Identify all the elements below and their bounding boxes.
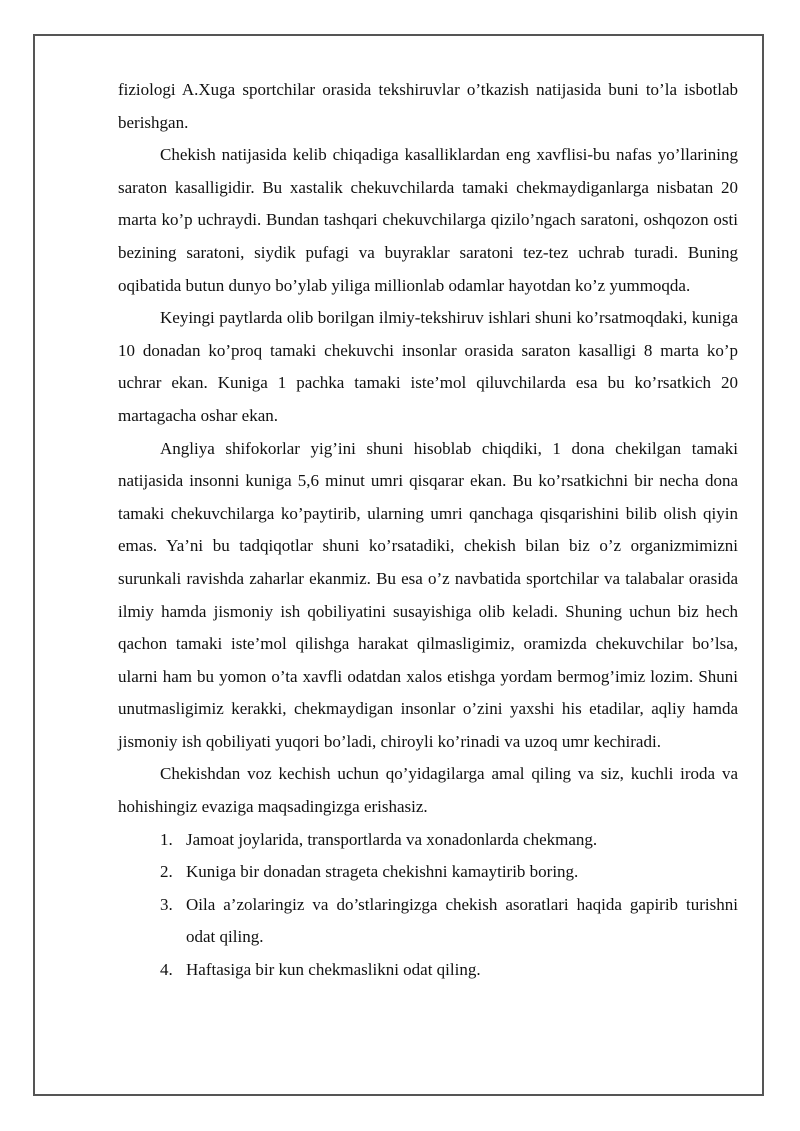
list-number: 2. bbox=[160, 862, 173, 882]
list-item bbox=[118, 856, 738, 889]
paragraph-quit-intro: Chekishdan voz kechish uchun qo’yidagilarga amal qiling va siz, kuchli iroda va hohishingiz evaziga maqsadingizga erishasiz. bbox=[118, 764, 738, 817]
list-number: 3. bbox=[160, 894, 173, 914]
advice-list bbox=[118, 824, 738, 987]
list-text: Kuniga bir donadan strageta chekishni kamaytirib boring. bbox=[186, 862, 579, 882]
list-text: Oila a’zolaringiz va do’stlaringizga chekish asoratlari haqida gapirib turishni odat qiling. bbox=[186, 894, 738, 947]
paragraph-lung-cancer: Chekish natijasida kelib chiqadiga kasalliklardan eng xavflisi-bu nafas yo’llarining saraton kasalligidir. Bu xastalik chekuvchilarda tamaki chekmaydiganlarga nisbatan 20 marta ko’p uchraydi. Bundan tashqari chekuvchilarga qizilo’ngach saratoni, oshqozon osti bezining saratoni, siydik pufagi va buyraklar saratoni tez-tez uchrab turadi. Buning oqibatida butun dunyo bo’ylab yiliga millionlab odamlar hayotdan ko’z yummoqda. bbox=[118, 145, 738, 295]
document-body bbox=[118, 74, 738, 987]
list-item bbox=[118, 824, 738, 857]
list-number: 4. bbox=[160, 960, 173, 980]
list-number: 1. bbox=[160, 829, 173, 849]
paragraph-research: Keyingi paytlarda olib borilgan ilmiy-tekshiruv ishlari shuni ko’rsatmoqdaki, kuniga 10 donadan ko’proq tamaki chekuvchi insonlar orasida saraton kasalligi 8 marta ko’p uchrar ekan. Kuniga 1 pachka tamaki iste’mol qiluvchilarda esa bu ko’rsatkich 20 martagacha oshar ekan. bbox=[118, 308, 738, 425]
list-text: Jamoat joylarida, transportlarda va xonadonlarda chekmang. bbox=[186, 829, 598, 849]
list-text: Haftasiga bir kun chekmaslikni odat qiling. bbox=[186, 960, 481, 980]
paragraph-continuation: fiziologi A.Xuga sportchilar orasida tekshiruvlar o’tkazish natijasida buni to’la isbotlab berishgan. bbox=[118, 80, 738, 132]
list-item bbox=[118, 889, 738, 954]
paragraph-england-study: Angliya shifokorlar yig’ini shuni hisoblab chiqdiki, 1 dona chekilgan tamaki natijasida insonni kuniga 5,6 minut umri qisqarar ekan. Bu ko’rsatkichni bir necha dona tamaki chekuvchilarga ko’paytirib, ularning umri qanchaga qisqarishini bilib olish qiyin emas. Ya’ni bu tadqiqotlar shuni ko’rsatadiki, chekish bilan biz o’z organizmimizni surunkali ravishda zaharlar ekanmiz. Bu esa o’z navbatida sportchilar va talabalar orasida ilmiy hamda jismoniy ish qobiliyatini susayishiga olib keladi. Shuning uchun biz hech qachon tamaki iste’mol qilishga harakat qilmasligimiz, oramizda chekuvchilar bo’lsa, ularni ham bu yomon o’ta xavfli odatdan xalos etishga yordam bermog’imiz lozim. Shuni unutmasligimiz kerakki, chekmaydigan insonlar o’zini yaxshi his etadilar, aqliy hamda jismoniy ish qobiliyati yuqori bo’ladi, chiroyli ko’rinadi va uzoq umr kechiradi. bbox=[118, 438, 738, 751]
list-item bbox=[118, 954, 738, 987]
